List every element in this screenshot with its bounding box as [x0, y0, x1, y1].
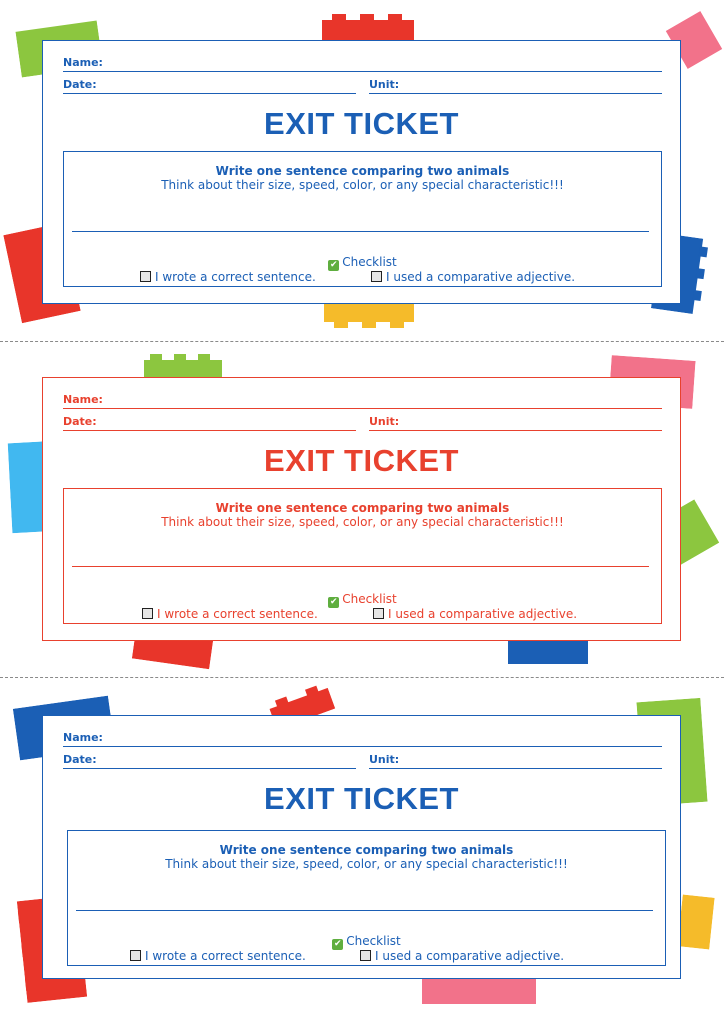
answer-writing-line[interactable] [72, 231, 649, 232]
answer-writing-line[interactable] [72, 566, 649, 567]
exit-ticket-card [42, 40, 681, 304]
exit-ticket-card [42, 377, 681, 641]
date-field[interactable] [63, 78, 356, 94]
checkbox-icon[interactable] [140, 271, 151, 282]
unit-label: Unit: [369, 415, 400, 428]
name-field[interactable] [63, 731, 662, 747]
question-prompt: Write one sentence comparing two animals [215, 164, 510, 178]
checklist-label: Checklist [346, 934, 401, 948]
checkbox-icon[interactable] [371, 271, 382, 282]
checkmark-icon: ✔ [329, 260, 338, 270]
cut-line [0, 341, 724, 342]
unit-label: Unit: [369, 78, 400, 91]
checklist-item-label: I wrote a correct sentence. [155, 270, 316, 284]
question-hint: Think about their size, speed, color, or any special characteristic!!! [165, 857, 568, 871]
name-label: Name: [63, 393, 103, 406]
unit-field[interactable] [369, 78, 662, 94]
checklist-item[interactable] [140, 270, 316, 284]
ticket-title: EXIT TICKET [264, 781, 459, 816]
question-hint: Think about their size, speed, color, or any special characteristic!!! [161, 515, 564, 529]
checklist-item-label: I wrote a correct sentence. [145, 949, 306, 963]
question-prompt: Write one sentence comparing two animals [215, 501, 510, 515]
exit-ticket-card [42, 715, 681, 979]
checklist-item-label: I used a comparative adjective. [388, 607, 578, 621]
date-label: Date: [63, 753, 97, 766]
ticket-title: EXIT TICKET [264, 106, 459, 141]
ticket-title: EXIT TICKET [264, 443, 459, 478]
question-box [63, 151, 662, 287]
checkbox-icon[interactable] [142, 608, 153, 619]
checklist-label: Checklist [342, 592, 397, 606]
unit-field[interactable] [369, 753, 662, 769]
checklist-heading [64, 255, 661, 271]
checklist-item-label: I wrote a correct sentence. [157, 607, 318, 621]
checklist-item-label: I used a comparative adjective. [386, 270, 576, 284]
checklist-label: Checklist [342, 255, 397, 269]
question-box [63, 488, 662, 624]
checklist-item[interactable] [373, 607, 577, 621]
checklist-item[interactable] [130, 949, 306, 963]
checklist-heading [68, 934, 665, 950]
question-box [67, 830, 666, 966]
question-prompt: Write one sentence comparing two animals [219, 843, 514, 857]
checklist-item[interactable] [360, 949, 564, 963]
date-field[interactable] [63, 753, 356, 769]
checkbox-icon[interactable] [360, 950, 371, 961]
green-brick-decoration [144, 352, 222, 380]
name-label: Name: [63, 731, 103, 744]
name-label: Name: [63, 56, 103, 69]
checklist-item-label: I used a comparative adjective. [375, 949, 565, 963]
yellow-brick-decoration [677, 894, 714, 949]
date-label: Date: [63, 415, 97, 428]
checkmark-icon: ✔ [333, 939, 342, 949]
cut-line [0, 677, 724, 678]
checklist-item[interactable] [142, 607, 318, 621]
answer-writing-line[interactable] [76, 910, 653, 911]
checklist-item[interactable] [371, 270, 575, 284]
checklist-heading [64, 592, 661, 608]
date-field[interactable] [63, 415, 356, 431]
name-field[interactable] [63, 393, 662, 409]
unit-label: Unit: [369, 753, 400, 766]
name-field[interactable] [63, 56, 662, 72]
checkbox-icon[interactable] [373, 608, 384, 619]
date-label: Date: [63, 78, 97, 91]
unit-field[interactable] [369, 415, 662, 431]
checkbox-icon[interactable] [130, 950, 141, 961]
checkmark-icon: ✔ [329, 597, 338, 607]
question-hint: Think about their size, speed, color, or any special characteristic!!! [161, 178, 564, 192]
